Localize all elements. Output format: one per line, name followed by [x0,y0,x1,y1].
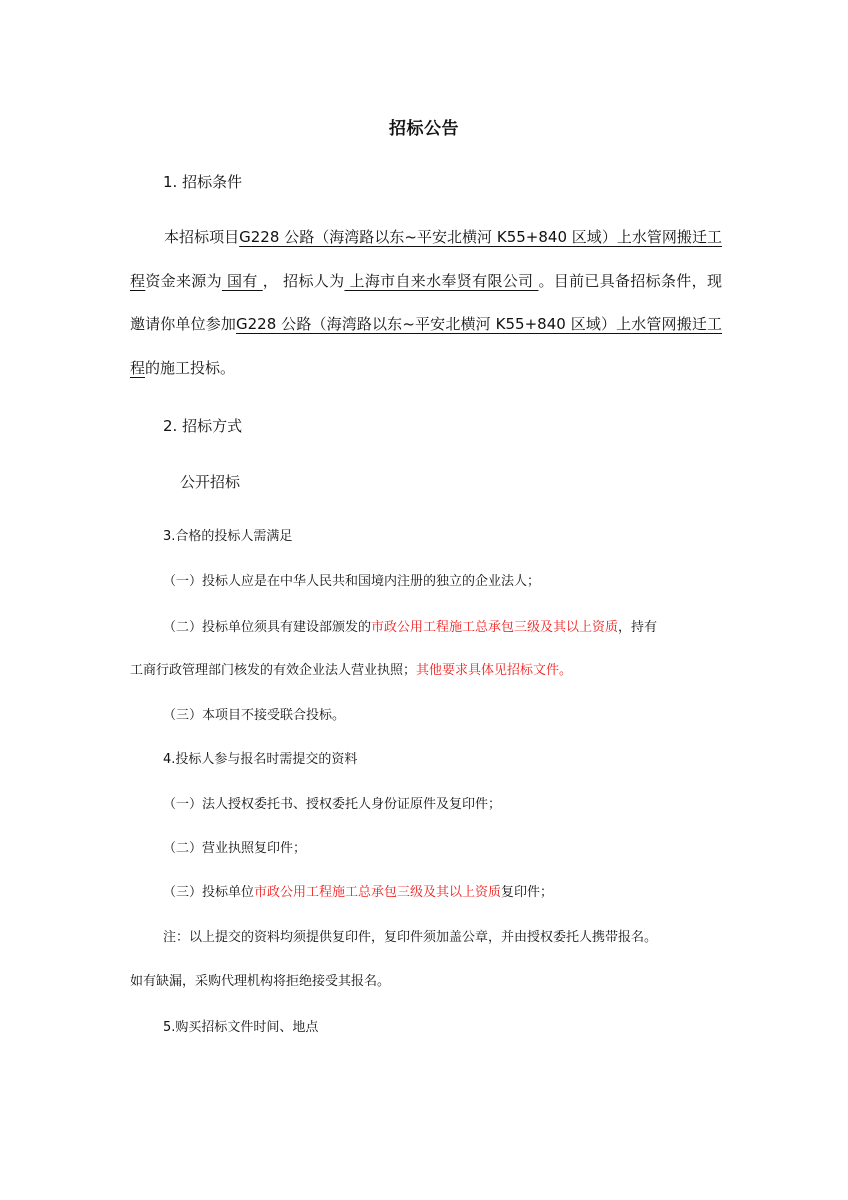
project-name-repeat: G228 公路（海湾路以东~平安北横河 K55+840 区域）上水管网搬迁工程 [130,315,722,377]
paragraph-text: 。目前已具备招标条件，现邀请你单位参加 [130,271,722,333]
note-line-1: 注：以上提交的资料均须提供复印件，复印件须加盖公章，并由授权委托人携带报名。 [163,930,658,945]
document-item-1: （一）法人授权委托书、授权委托人身份证原件及复印件； [163,797,502,812]
tenderee-name: 上海市自来水奉贤有限公司 [344,271,539,290]
section-4-heading: 4.投标人参与报名时需提交的资料 [163,752,358,767]
paragraph-text: 资金来源为 [145,271,222,290]
section-1-heading: 1. 招标条件 [163,173,243,191]
document-text: （三）投标单位 [163,885,255,900]
page-title: 招标公告 [389,119,459,139]
document-item-2: （二）营业执照复印件； [163,841,307,856]
section-5-heading: 5.购买招标文件时间、地点 [163,1020,319,1035]
section-1-paragraph [130,216,722,390]
qualification-highlight: 市政公用工程施工总承包三级及其以上资质 [371,620,619,635]
note-line-2: 如有缺漏，采购代理机构将拒绝接受其报名。 [130,974,391,989]
section-2-heading: 2. 招标方式 [163,417,243,435]
other-requirements-highlight: 其他要求具体见招标文件。 [416,663,573,678]
paragraph-text: 的施工投标。 [145,358,236,377]
project-name: G228 公路（海湾路以东~平安北横河 K55+840 区域）上水管网搬迁工程 [130,228,722,290]
requirement-text: （二）投标单位须具有建设部颁发的 [163,620,372,635]
funding-source: 国有 [221,271,263,290]
tender-method: 公开招标 [180,473,241,491]
requirement-text: ，持有 [618,620,658,635]
requirement-item-3: （三）本项目不接受联合投标。 [163,708,346,723]
paragraph-text: ， [262,271,279,290]
section-3-heading: 3.合格的投标人需满足 [163,529,293,544]
requirement-text: 工商行政管理部门核发的有效企业法人营业执照； [130,663,417,678]
paragraph-text: 招标人为 [283,271,345,290]
requirement-item-2 [163,618,657,638]
document-item-3 [163,883,553,903]
document-text: 复印件； [501,885,554,900]
requirement-item-2-cont [130,661,572,681]
qualification-highlight: 市政公用工程施工总承包三级及其以上资质 [254,885,502,900]
requirement-item-1: （一）投标人应是在中华人民共和国境内注册的独立的企业法人； [163,574,541,589]
paragraph-text: 本招标项目 [164,228,240,246]
